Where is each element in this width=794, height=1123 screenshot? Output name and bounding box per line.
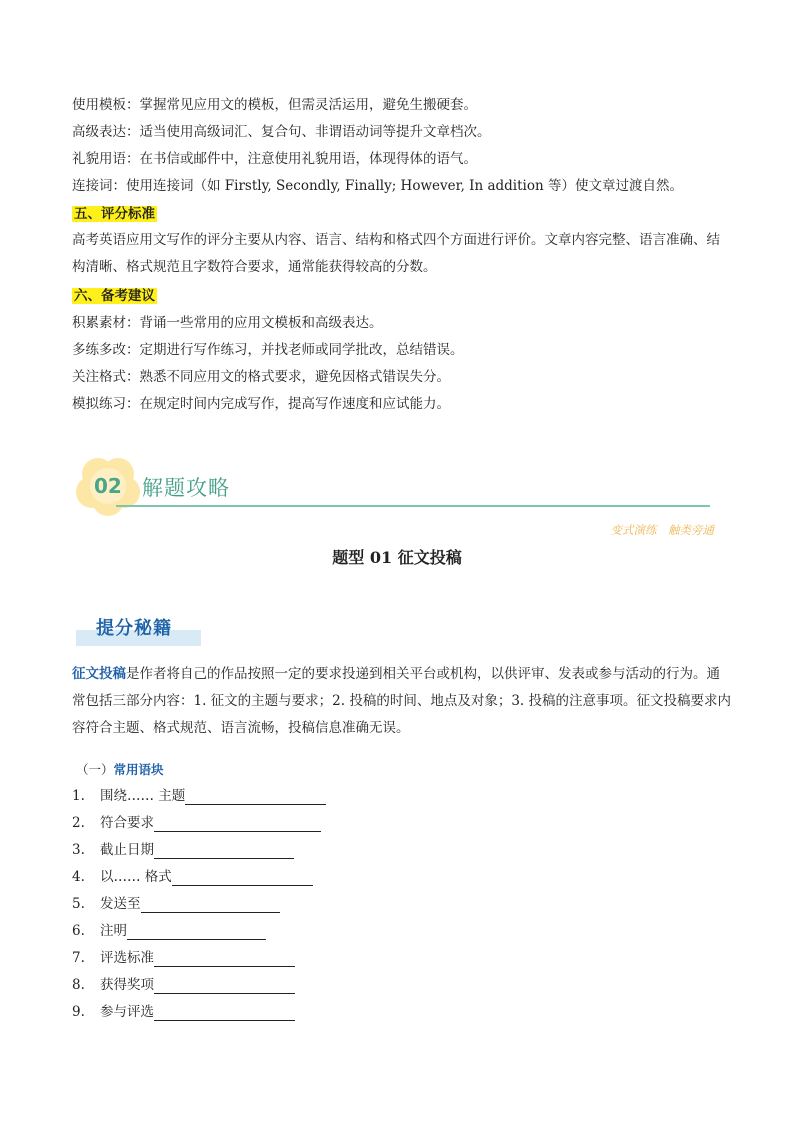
item-number: 5.: [72, 896, 85, 912]
section-tagline: 变式演练 触类旁通: [610, 523, 714, 537]
list-item: [72, 949, 295, 967]
list-item: [72, 814, 321, 832]
item-text: 围绕…… 主题: [100, 788, 186, 804]
phrases-heading-prefix: （一）: [76, 762, 114, 777]
section-title: 解题攻略: [142, 476, 230, 500]
list-item: [72, 841, 294, 859]
section-heading: [72, 205, 157, 223]
tip-line: 礼貌用语：在书信或邮件中，注意使用礼貌用语，体现得体的语气。: [72, 151, 477, 167]
list-item: [72, 1003, 295, 1021]
answer-blank[interactable]: [127, 925, 266, 940]
tips-heading: [76, 612, 201, 648]
item-number: 1.: [72, 788, 85, 804]
tips-heading-text: 提分秘籍: [96, 618, 172, 639]
question-type-title: 题型 01 征文投稿: [332, 548, 462, 567]
section-banner: [76, 456, 716, 537]
answer-blank[interactable]: [154, 952, 295, 967]
item-number: 9.: [72, 1004, 85, 1020]
item-text: 截止日期: [100, 842, 154, 858]
intro-text: 是作者将自己的作品按照一定的要求投递到相关平台或机构，以供评审、发表或参与活动的行为。通常包括三部分内容：1. 征文的主题与要求；2. 投稿的时间、地点及对象；3. 投稿的注意事项。征文投稿要求内容符合主题、格式规范、语言流畅，投稿信息准确无误。: [72, 666, 732, 736]
list-item: [72, 868, 313, 886]
item-text: 以…… 格式: [100, 869, 172, 885]
answer-blank[interactable]: [185, 790, 326, 805]
answer-blank[interactable]: [172, 871, 313, 886]
section-heading: [72, 287, 157, 305]
item-number: 4.: [72, 869, 85, 885]
intro-term: 征文投稿: [72, 666, 126, 682]
item-number: 6.: [72, 923, 85, 939]
answer-blank[interactable]: [154, 1006, 295, 1021]
item-text: 评选标准: [100, 950, 154, 966]
tip-line: 高级表达：适当使用高级词汇、复合句、非谓语动词等提升文章档次。: [72, 124, 491, 140]
advice-line: 模拟练习：在规定时间内完成写作，提高写作速度和应试能力。: [72, 396, 450, 412]
section-number: 02: [94, 474, 122, 498]
answer-blank[interactable]: [141, 898, 280, 913]
item-text: 发送至: [100, 896, 141, 912]
section-paragraph: 高考英语应用文写作的评分主要从内容、语言、结构和格式四个方面进行评价。文章内容完整、语言准确、结构清晰、格式规范且字数符合要求，通常能获得较高的分数。: [72, 232, 720, 275]
item-text: 注明: [100, 923, 127, 939]
list-item: [72, 787, 326, 805]
item-number: 2.: [72, 815, 85, 831]
section-heading-text: 五、评分标准: [74, 206, 155, 222]
phrases-heading: [76, 760, 164, 778]
list-item: [72, 895, 280, 913]
tip-line: 使用模板：掌握常见应用文的模板，但需灵活运用，避免生搬硬套。: [72, 97, 477, 113]
item-number: 8.: [72, 977, 85, 993]
phrases-heading-text: 常用语块: [113, 762, 164, 777]
tip-line: 连接词：使用连接词（如 Firstly, Secondly, Finally; However, In addition 等）使文章过渡自然。: [72, 178, 683, 194]
answer-blank[interactable]: [154, 844, 294, 859]
divider: [116, 505, 710, 507]
answer-blank[interactable]: [154, 817, 321, 832]
item-text: 符合要求: [100, 815, 154, 831]
advice-line: 多练多改：定期进行写作练习，并找老师或同学批改，总结错误。: [72, 342, 464, 358]
item-text: 获得奖项: [100, 977, 154, 993]
intro-paragraph: [72, 661, 732, 742]
item-number: 7.: [72, 950, 85, 966]
list-item: [72, 922, 266, 940]
section-heading-text: 六、备考建议: [74, 288, 155, 304]
answer-blank[interactable]: [154, 979, 295, 994]
item-text: 参与评选: [100, 1004, 154, 1020]
list-item: [72, 976, 295, 994]
item-number: 3.: [72, 842, 85, 858]
advice-line: 关注格式：熟悉不同应用文的格式要求，避免因格式错误失分。: [72, 369, 450, 385]
advice-line: 积累素材：背诵一些常用的应用文模板和高级表达。: [72, 315, 383, 331]
